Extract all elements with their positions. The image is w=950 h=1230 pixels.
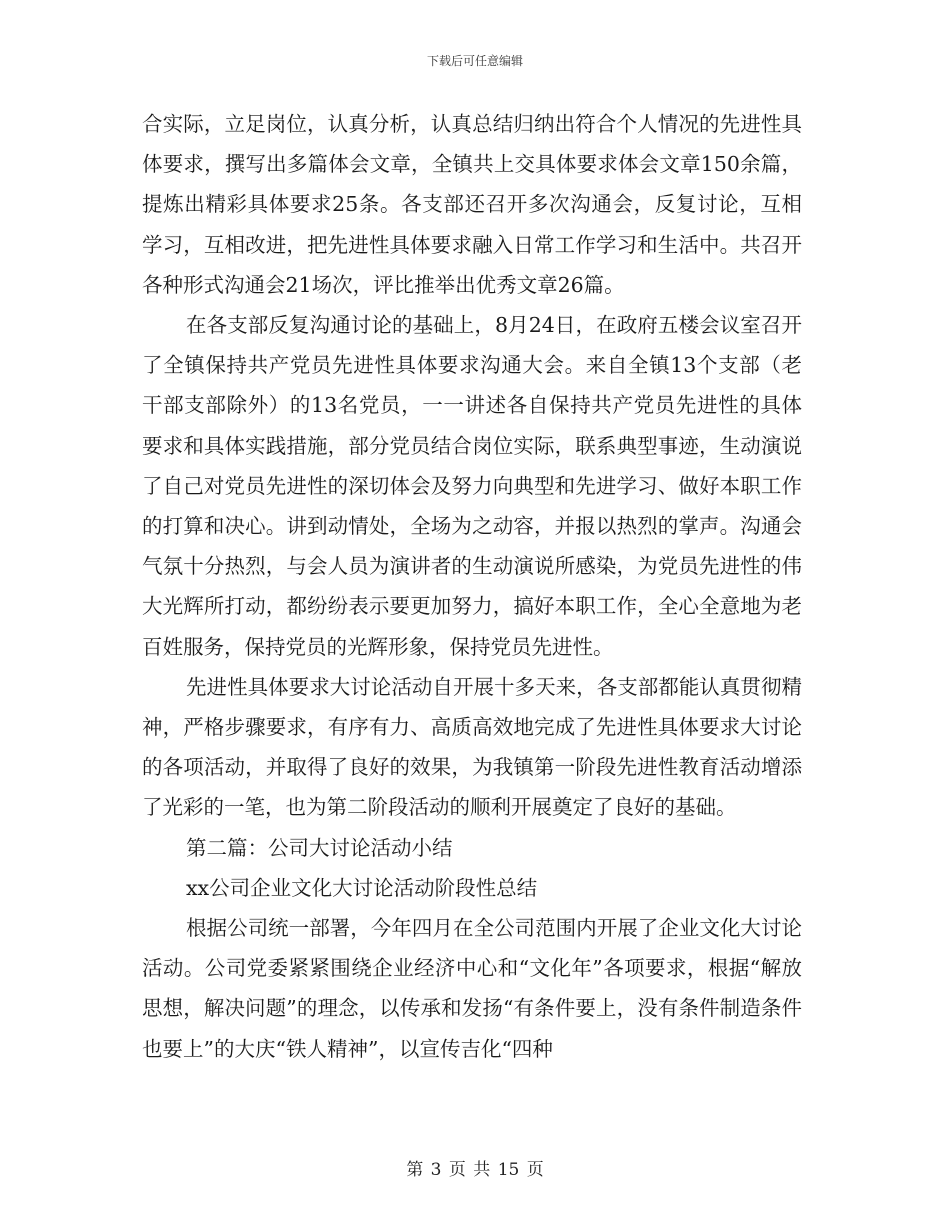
section-heading: 第二篇：公司大讨论活动小结 (186, 835, 453, 860)
page-number-footer: 第 3 页 共 15 页 (406, 1160, 544, 1180)
paragraph-summary: 先进性具体要求大讨论活动自开展十多天来，各支部都能认真贯彻精神，严格步骤要求，有序有力、高质高效地完成了先进性具体要求大讨论的各项活动，并取得了良好的效果，为我镇第一阶段先进性教育活动增添了光彩的一笔，也为第二阶段活动的顺利开展奠定了良好的基础。 (142, 674, 802, 820)
paragraph-continuation: 合实际，立足岗位，认真分析，认真总结归纳出符合个人情况的先进性具体要求，撰写出多篇体会文章，全镇共上交具体要求体会文章150余篇，提炼出精彩具体要求25条。各支部还召开多次沟通会，反复讨论，互相学习，互相改进，把先进性具体要求融入日常工作学习和生活中。共召开各种形式沟通会21场次，评比推举出优秀文章26篇。 (142, 112, 802, 297)
paragraph-company: 根据公司统一部署，今年四月在全公司范围内开展了企业文化大讨论活动。公司党委紧紧围绕企业经济中心和“文化年”各项要求，根据“解放思想，解决问题”的理念，以传承和发扬“有条件要上，没有条件制造条件也要上”的大庆“铁人精神”，以宣传吉化“四种 (142, 916, 802, 1061)
document-body (142, 104, 802, 1069)
page-header-note: 下载后可任意编辑 (426, 54, 523, 68)
section-subtitle: xx公司企业文化大讨论活动阶段性总结 (186, 875, 538, 900)
paragraph-meeting: 在各支部反复沟通讨论的基础上，8月24日，在政府五楼会议室召开了全镇保持共产党员先进性具体要求沟通大会。来自全镇13个支部（老干部支部除外）的13名党员，一一讲述各自保持共产党员先进性的具体要求和具体实践措施，部分党员结合岗位实际，联系典型事迹，生动演说了自己对党员先进性的深切体会及努力向典型和先进学习、做好本职工作的打算和决心。讲到动情处，全场为之动容，并报以热烈的掌声。沟通会气氛十分热烈，与会人员为演讲者的生动演说所感染，为党员先进性的伟大光辉所打动，都纷纷表示要更加努力，搞好本职工作，全心全意地为老百姓服务，保持党员的光辉形象，保持党员先进性。 (142, 313, 802, 659)
